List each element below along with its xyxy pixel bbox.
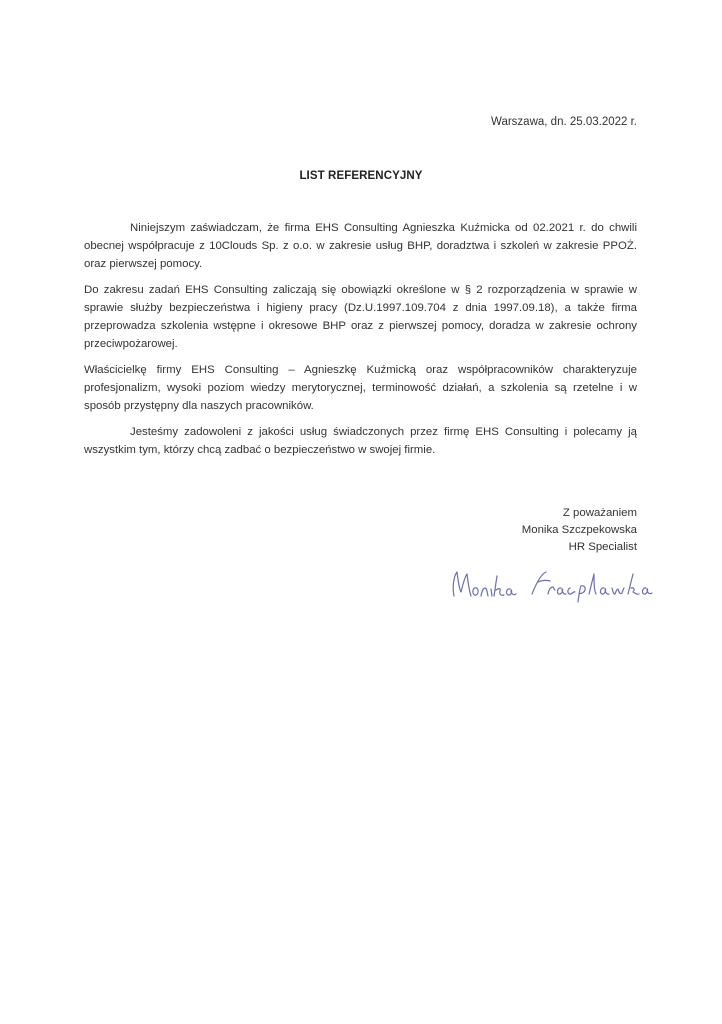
paragraph-recommendation: Jesteśmy zadowoleni z jakości usług świadczonych przez firmę EHS Consulting i polecamy ją wszystkim tym, którzy chcą zadbać o bezpieczeństwo w swojej firmie. bbox=[84, 426, 637, 456]
signatory-name: Monika Szczpekowska bbox=[521, 524, 637, 536]
handwritten-signature-icon bbox=[448, 566, 653, 606]
closing-block bbox=[522, 505, 637, 556]
paragraph-intro: Niniejszym zaświadczam, że firma EHS Consulting Agnieszka Kuźmicka od 02.2021 r. do chwili obecnej współpracuje z 10Clouds Sp. z o.o. w zakresie usług BHP, doradztwa i szkoleń w zakresie PPOŻ. oraz pierwszej pomocy. bbox=[84, 222, 637, 270]
document-title: LIST REFERENCYJNY bbox=[299, 170, 423, 182]
place-date: Warszawa, dn. 25.03.2022 r. bbox=[491, 116, 637, 128]
signatory-position: HR Specialist bbox=[568, 541, 637, 553]
letter-body bbox=[84, 219, 637, 467]
paragraph-assessment: Właścicielkę firmy EHS Consulting – Agnieszkę Kuźmicką oraz współpracowników charakteryzuje profesjonalizm, wysoki poziom wiedzy merytorycznej, terminowość działań, a szkolenia są rzetelne i w sposób przystępny dla naszych pracowników. bbox=[84, 364, 637, 412]
paragraph-scope: Do zakresu zadań EHS Consulting zaliczają się obowiązki określone w § 2 rozporządzenia w sprawie w sprawie służby bezpieczeństwa i higieny pracy (Dz.U.1997.109.704 z dnia 1997.09.18), a także firma przeprowadza szkolenia wstępne i okresowe BHP oraz z pierwszej pomocy, doradza w zakresie ochrony przeciwpożarowej. bbox=[84, 284, 637, 350]
closing-salutation: Z poważaniem bbox=[562, 507, 637, 519]
